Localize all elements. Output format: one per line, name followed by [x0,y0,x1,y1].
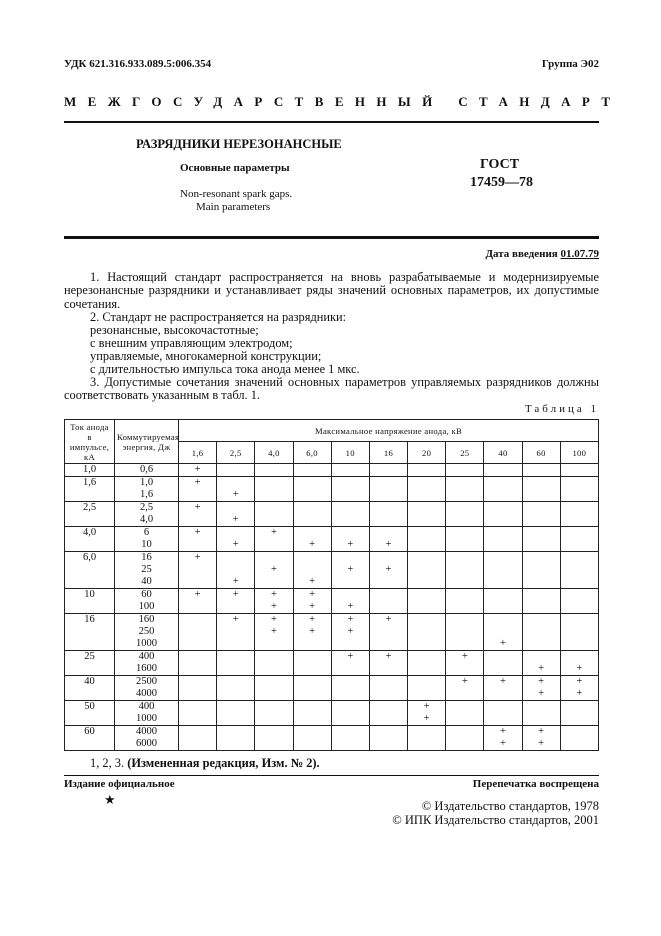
plus-mark: + [232,614,239,625]
combination-cell [179,701,217,726]
combination-cell [293,651,331,676]
combination-cell [408,676,446,701]
energy-cell [115,701,179,726]
plus-mark: + [461,676,468,687]
combination-cell [408,477,446,502]
energy-cell [115,552,179,589]
paragraph-3: 3. Допустимые сочетания значений основных параметров управляемых разрядников должны соответствовать указанным в табл. 1. [64,375,599,403]
energy-cell [115,527,179,552]
combination-cell [484,527,522,552]
voltage-col-header: 60 [522,442,560,464]
combination-cell [369,614,407,651]
energy-value: 6 [143,527,150,538]
combination-cell [560,614,598,651]
combination-cell [446,726,484,751]
current-cell: 50 [65,701,115,726]
plus-mark: + [194,464,201,475]
footnote-text: (Измененная редакция, Изм. № 2). [127,756,320,770]
plus-mark: + [538,726,545,737]
parameters-table [64,419,599,751]
table-row [65,527,599,552]
energy-value: 1,0 [139,477,154,488]
combination-cell [331,527,369,552]
combination-cell [484,651,522,676]
plus-mark: + [309,614,316,625]
table-row [65,464,599,477]
table-row [65,589,599,614]
title-rule [64,236,599,239]
combination-cell [179,502,217,527]
copyright-1978: © Издательство стандартов, 1978 [421,799,599,813]
combination-cell [293,589,331,614]
combination-cell [217,651,255,676]
table-caption: Таблица 1 [524,403,599,415]
combination-cell [179,726,217,751]
energy-value: 2,5 [139,502,154,513]
plus-mark: + [309,601,316,612]
plus-mark: + [194,477,201,488]
plus-mark: + [500,638,506,649]
plus-mark: + [500,738,506,749]
combination-cell [446,589,484,614]
energy-cell [115,651,179,676]
plus-mark: + [347,626,354,637]
plus-mark: + [423,713,430,724]
combination-cell [217,552,255,589]
combination-cell [217,527,255,552]
combination-cell [446,552,484,589]
plus-mark: + [538,676,545,687]
energy-value: 1600 [136,663,157,674]
combination-cell [179,527,217,552]
intro-date [485,248,599,260]
combination-cell [446,651,484,676]
combination-cell [179,477,217,502]
combination-cell [408,589,446,614]
voltage-col-header: 6,0 [293,442,331,464]
combination-cell [522,651,560,676]
table-row [65,502,599,527]
combination-cell [217,502,255,527]
combination-cell [331,676,369,701]
combination-cell [331,477,369,502]
plus-mark: + [232,576,239,587]
plus-mark: + [270,626,277,637]
combination-cell [408,464,446,477]
energy-value: 1000 [136,713,157,724]
plus-mark: + [194,527,201,538]
plus-mark: + [500,726,506,737]
energy-value: 0,6 [139,464,154,475]
plus-mark: + [194,589,201,600]
combination-cell [293,676,331,701]
combination-cell [217,589,255,614]
combination-cell [331,552,369,589]
top-rule [64,121,599,123]
table-row [65,701,599,726]
combination-cell [522,552,560,589]
combination-cell [255,552,293,589]
plus-mark: + [270,589,277,600]
table-row [65,477,599,502]
plus-mark: + [309,539,316,550]
doc-subtitle: Основные параметры [180,162,290,174]
table-row [65,552,599,589]
combination-cell [522,527,560,552]
combination-cell [179,464,217,477]
plus-mark: + [347,651,354,662]
table-row [65,651,599,676]
energy-value: 10 [141,539,152,550]
energy-value: 16 [141,552,152,563]
combination-cell [369,589,407,614]
english-title-line1: Non-resonant spark gaps. [180,188,293,200]
current-cell: 1,0 [65,464,115,477]
combination-cell [369,701,407,726]
combination-cell [255,701,293,726]
combination-cell [293,614,331,651]
plus-mark: + [500,676,506,687]
combination-cell [217,726,255,751]
energy-value: 25 [141,564,152,575]
header-current: Ток анода в импульсе, кА [65,420,115,464]
plus-mark: + [576,676,583,687]
plus-mark: + [309,589,316,600]
voltage-col-header: 10 [331,442,369,464]
plus-mark: + [309,576,316,587]
combination-cell [293,464,331,477]
combination-cell [408,614,446,651]
energy-value: 160 [138,614,155,625]
plus-mark: + [385,651,392,662]
combination-cell [522,701,560,726]
voltage-col-header: 2,5 [217,442,255,464]
energy-value: 400 [138,651,155,662]
current-cell: 16 [65,614,115,651]
combination-cell [560,502,598,527]
energy-value: 60 [141,589,152,600]
footnote-items: 1, 2, 3. [90,756,125,770]
combination-cell [217,676,255,701]
voltage-col-header: 20 [408,442,446,464]
plus-mark: + [385,539,392,550]
combination-cell [560,651,598,676]
voltage-col-header: 4,0 [255,442,293,464]
voltage-col-header: 16 [369,442,407,464]
combination-cell [369,502,407,527]
plus-mark: + [423,701,430,712]
plus-mark: + [347,601,354,612]
combination-cell [255,651,293,676]
combination-cell [293,502,331,527]
energy-value: 2500 [136,676,157,687]
energy-cell [115,477,179,502]
official-edition: Издание официальное [64,778,175,790]
combination-cell [560,701,598,726]
combination-cell [484,552,522,589]
gost-number: 17459—78 [470,175,533,190]
combination-cell [331,651,369,676]
plus-mark: + [538,663,545,674]
plus-mark: + [347,614,354,625]
energy-cell [115,726,179,751]
plus-mark: + [270,601,277,612]
header-energy: Коммутируемая энергия, Дж [115,420,179,464]
paragraph-1: 1. Настоящий стандарт распространяется на вновь разрабатываемые и модернизируемые нерезонансные разрядники и устанавливает ряды значений основных параметров, их допустимые сочетания. [64,270,599,311]
plus-mark: + [270,564,277,575]
combination-cell [446,614,484,651]
combination-cell [560,676,598,701]
combination-cell [484,464,522,477]
combination-cell [179,552,217,589]
plus-mark: + [461,651,468,662]
energy-value: 4,0 [139,514,154,525]
current-cell: 4,0 [65,527,115,552]
combination-cell [255,726,293,751]
exclusion-item-3: управляемые, многокамерной конструкции; [90,349,322,363]
combination-cell [408,726,446,751]
plus-mark: + [232,589,239,600]
combination-cell [522,589,560,614]
combination-cell [179,651,217,676]
table-row [65,726,599,751]
current-cell: 2,5 [65,502,115,527]
combination-cell [408,651,446,676]
combination-cell [179,676,217,701]
copyright-2001: © ИПК Издательство стандартов, 2001 [392,813,599,827]
plus-mark: + [232,489,239,500]
energy-cell [115,614,179,651]
combination-cell [331,726,369,751]
energy-value: 4000 [136,726,157,737]
voltage-col-header: 100 [560,442,598,464]
paragraph-2: 2. Стандарт не распространяется на разрядники: [90,310,347,324]
plus-mark: + [232,514,239,525]
exclusion-item-1: резонансные, высокочастотные; [90,323,259,337]
combination-cell [522,676,560,701]
table-row [65,614,599,651]
plus-mark: + [538,688,545,699]
combination-cell [293,477,331,502]
combination-cell [484,502,522,527]
voltage-col-header: 25 [446,442,484,464]
combination-cell [179,614,217,651]
combination-cell [522,726,560,751]
combination-cell [331,464,369,477]
energy-cell [115,464,179,477]
combination-cell [255,614,293,651]
combination-cell [217,701,255,726]
combination-cell [484,477,522,502]
energy-cell [115,676,179,701]
doc-title: РАЗРЯДНИКИ НЕРЕЗОНАНСНЫЕ [136,137,342,151]
combination-cell [217,477,255,502]
standard-banner: МЕЖГОСУДАРСТВЕННЫЙ СТАНДАРТ [64,94,622,109]
combination-cell [179,589,217,614]
current-cell: 6,0 [65,552,115,589]
combination-cell [484,676,522,701]
combination-cell [522,614,560,651]
plus-mark: + [538,738,545,749]
combination-cell [293,527,331,552]
plus-mark: + [576,663,583,674]
combination-cell [369,464,407,477]
reprint-prohibited: Перепечатка воспрещена [472,778,599,790]
energy-value: 40 [141,576,152,587]
combination-cell [255,464,293,477]
combination-cell [217,614,255,651]
exclusion-item-4: с длительностью импульса тока анода менее 1 мкс. [90,362,360,376]
combination-cell [255,502,293,527]
combination-cell [331,614,369,651]
energy-value: 400 [138,701,155,712]
combination-cell [293,701,331,726]
energy-value: 100 [138,601,155,612]
english-title-line2: Main parameters [196,201,271,213]
plus-mark: + [270,614,277,625]
plus-mark: + [347,539,354,550]
star-icon: ★ [104,792,116,807]
udk-code: УДК 621.316.933.089.5:006.354 [64,58,212,70]
combination-cell [369,477,407,502]
plus-mark: + [194,502,201,513]
combination-cell [484,589,522,614]
energy-value: 1000 [136,638,157,649]
plus-mark: + [194,552,201,563]
combination-cell [446,701,484,726]
combination-cell [369,651,407,676]
current-cell: 1,6 [65,477,115,502]
combination-cell [446,502,484,527]
combination-cell [255,676,293,701]
plus-mark: + [385,614,392,625]
combination-cell [369,726,407,751]
gost-label: ГОСТ [480,157,520,172]
combination-cell [331,701,369,726]
exclusion-item-2: с внешним управляющим электродом; [90,336,293,350]
energy-value: 250 [138,626,155,637]
header-voltage: Максимальное напряжение анода, кВ [179,420,599,442]
combination-cell [217,464,255,477]
plus-mark: + [385,564,392,575]
group-code: Группа Э02 [541,58,599,70]
combination-cell [522,477,560,502]
energy-value: 1,6 [139,489,154,500]
current-cell: 25 [65,651,115,676]
combination-cell [369,552,407,589]
combination-cell [255,527,293,552]
footnote [90,757,320,770]
current-cell: 60 [65,726,115,751]
combination-cell [408,552,446,589]
intro-date-label: Дата введения [485,248,558,260]
current-cell: 10 [65,589,115,614]
combination-cell [522,502,560,527]
combination-cell [255,477,293,502]
combination-cell [408,502,446,527]
combination-cell [446,477,484,502]
combination-cell [560,464,598,477]
combination-cell [522,464,560,477]
combination-cell [331,589,369,614]
combination-cell [446,676,484,701]
combination-cell [446,527,484,552]
combination-cell [560,726,598,751]
combination-cell [255,589,293,614]
energy-cell [115,589,179,614]
combination-cell [331,502,369,527]
combination-cell [293,552,331,589]
combination-cell [369,527,407,552]
combination-cell [560,527,598,552]
plus-mark: + [270,527,277,538]
footer-rule [64,775,599,776]
combination-cell [560,552,598,589]
energy-value: 6000 [136,738,157,749]
combination-cell [408,701,446,726]
table-row [65,676,599,701]
voltage-col-header: 40 [484,442,522,464]
combination-cell [560,589,598,614]
combination-cell [369,676,407,701]
voltage-col-header: 1,6 [179,442,217,464]
energy-cell [115,502,179,527]
combination-cell [560,477,598,502]
plus-mark: + [347,564,354,575]
plus-mark: + [232,539,239,550]
combination-cell [484,614,522,651]
current-cell: 40 [65,676,115,701]
combination-cell [293,726,331,751]
intro-date-value: 01.07.79 [560,248,599,260]
energy-value: 4000 [136,688,157,699]
combination-cell [484,701,522,726]
plus-mark: + [309,626,316,637]
combination-cell [484,726,522,751]
combination-cell [408,527,446,552]
combination-cell [446,464,484,477]
plus-mark: + [576,688,583,699]
